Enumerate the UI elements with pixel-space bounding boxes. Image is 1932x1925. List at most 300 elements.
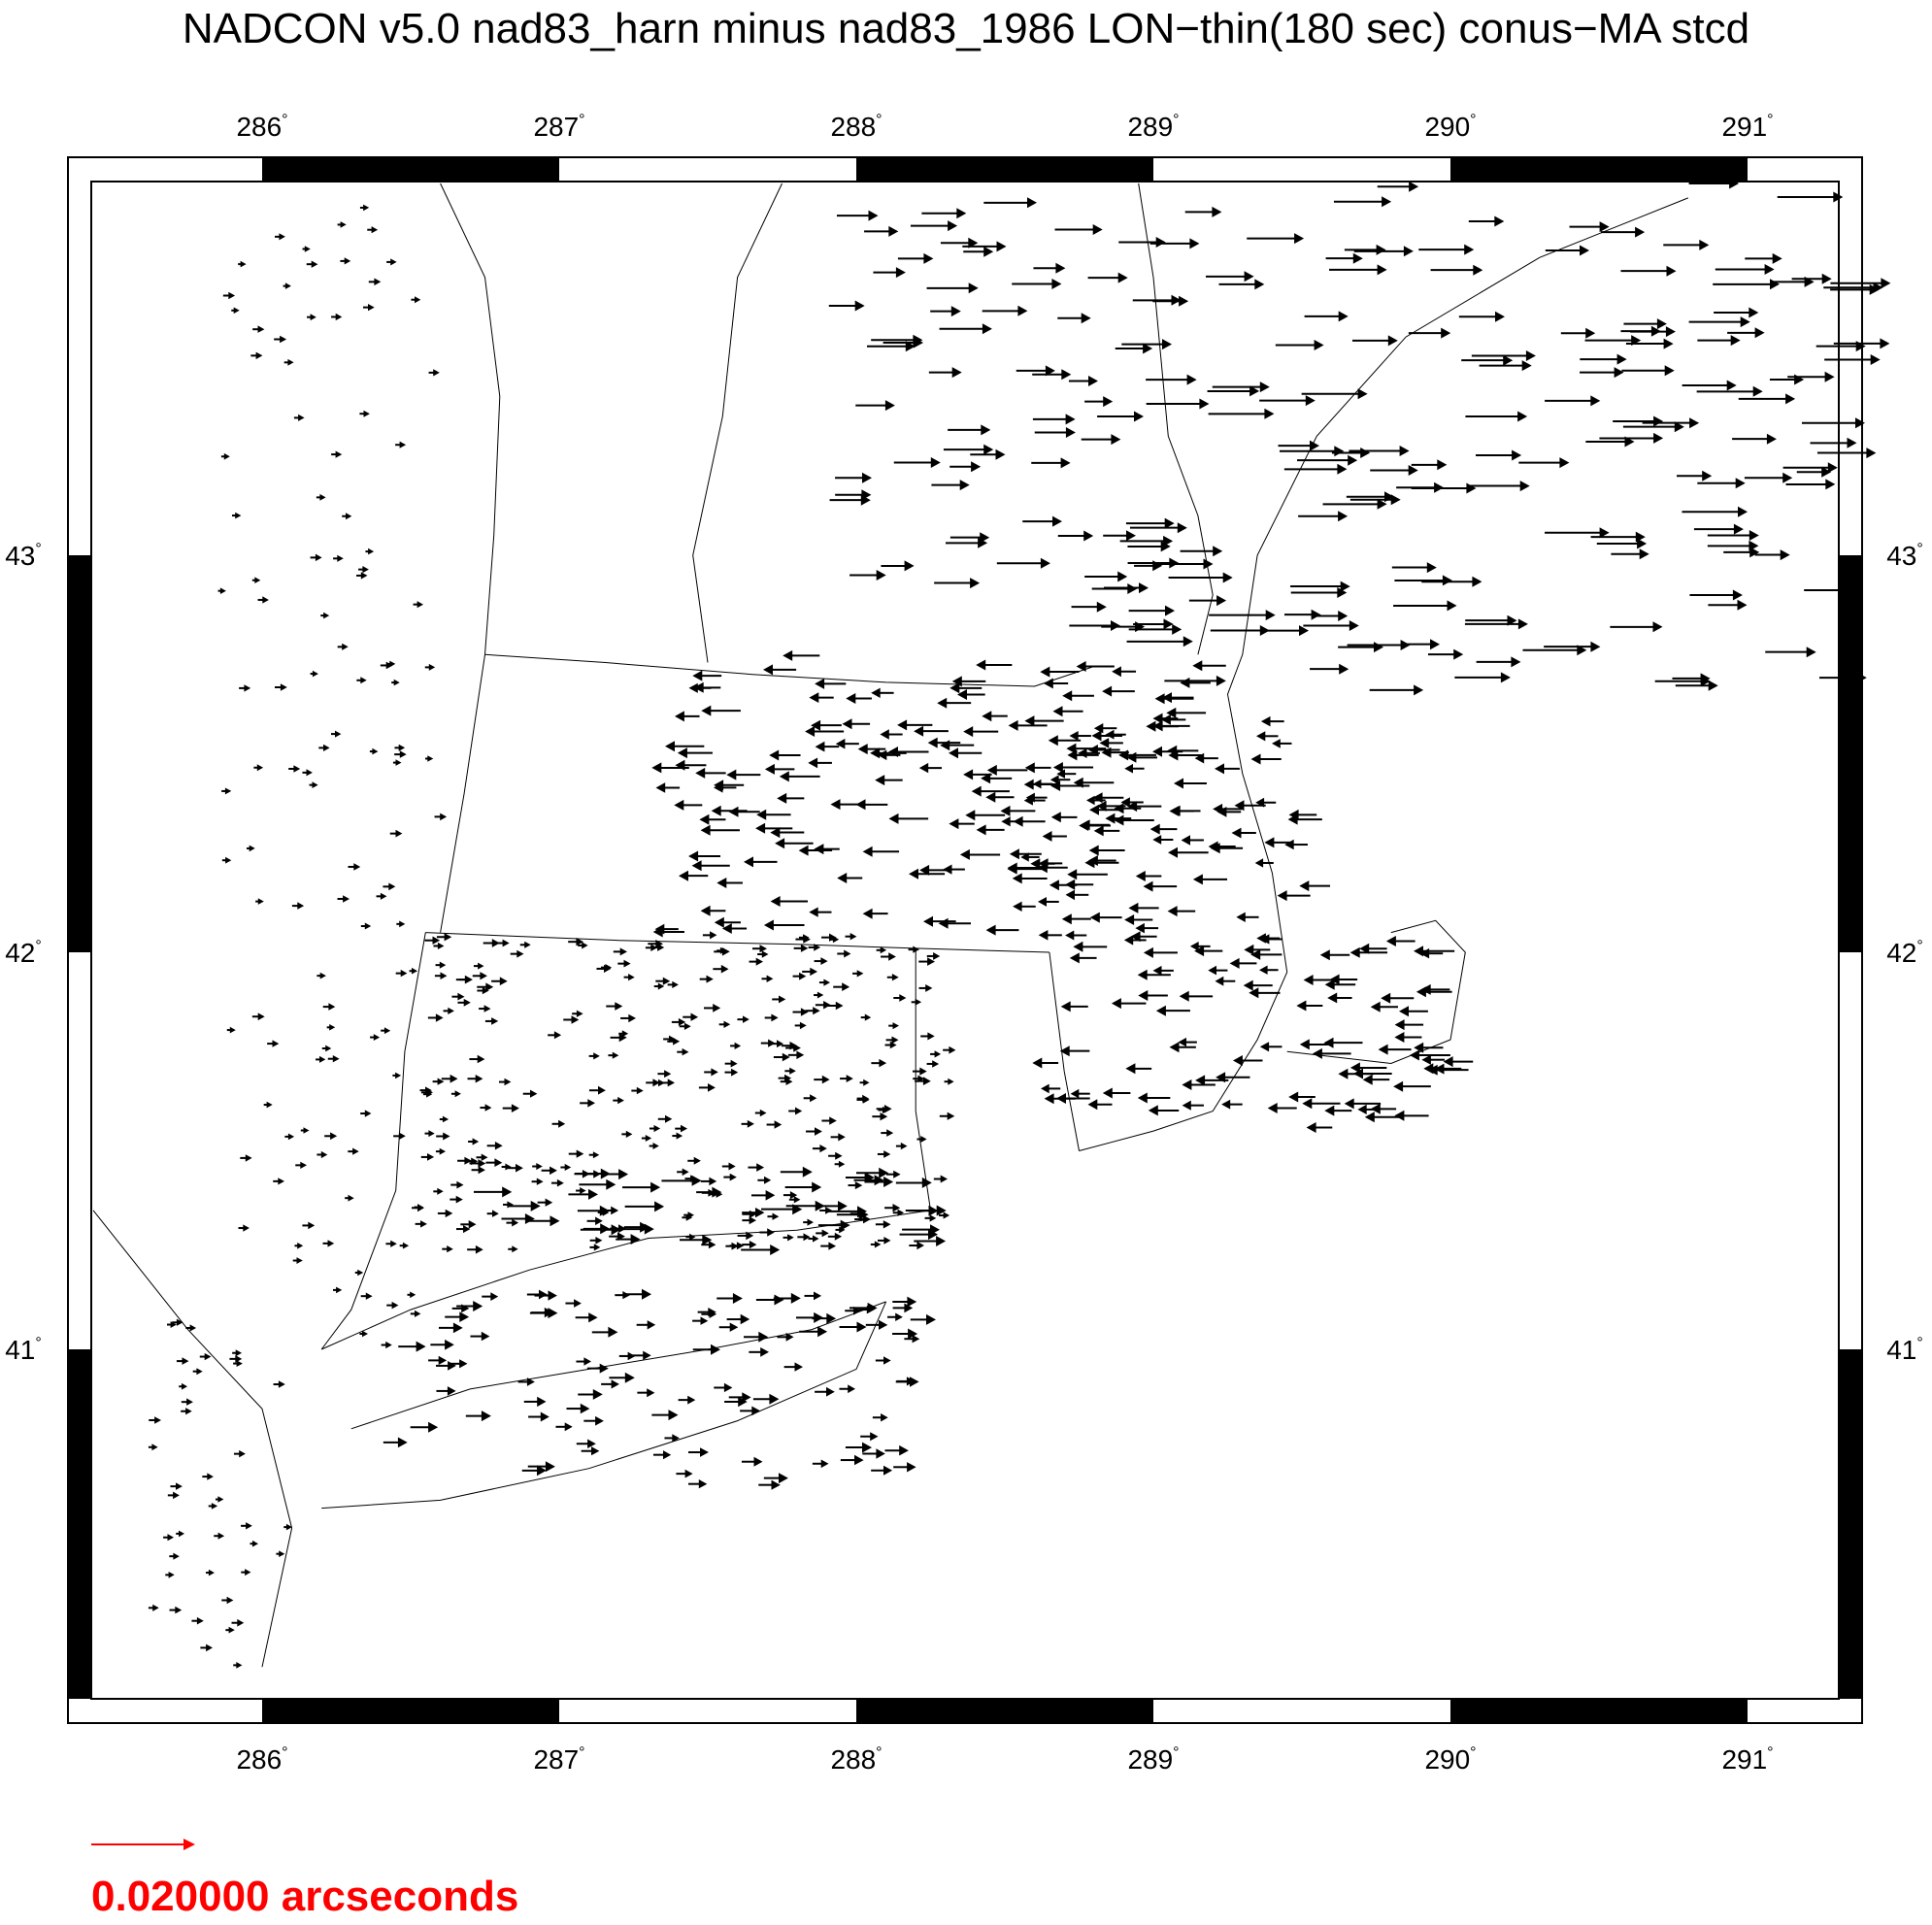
shift-vector (427, 1153, 434, 1161)
shift-vector (333, 1055, 340, 1062)
shift-vector (1349, 620, 1359, 631)
shift-vector (364, 411, 370, 417)
shift-vector (588, 1189, 598, 1200)
shift-vector (1152, 560, 1162, 571)
shift-vector (1189, 238, 1199, 249)
shift-vector (1312, 610, 1321, 620)
shift-vector (1094, 825, 1104, 836)
shift-vector (267, 1102, 273, 1109)
shift-vector (939, 918, 949, 929)
shift-vector (701, 906, 711, 916)
shift-vector (654, 1125, 661, 1132)
shift-vector (823, 979, 830, 986)
shift-vector (650, 1182, 660, 1193)
shift-vector (930, 1214, 937, 1221)
shift-vector (762, 950, 769, 957)
shift-vector (1261, 716, 1271, 727)
lon-tick-label-bottom: 287° (533, 1744, 585, 1775)
shift-vector (923, 1077, 931, 1085)
shift-vector (916, 1242, 924, 1249)
shift-vector (744, 856, 753, 867)
shift-vector (713, 1004, 720, 1012)
shift-vector (773, 1213, 780, 1220)
shift-vector (844, 950, 850, 958)
shift-vector (983, 247, 993, 257)
shift-vector (1179, 296, 1188, 307)
shift-vector (1294, 233, 1304, 244)
shift-vector (1255, 858, 1263, 867)
shift-vector (764, 1177, 771, 1184)
shift-vector (1738, 600, 1748, 611)
shift-vector (709, 1178, 716, 1186)
shift-vector (1162, 339, 1172, 349)
shift-vector (777, 793, 786, 804)
shift-vector (349, 1195, 354, 1202)
shift-vector (1404, 246, 1414, 256)
lon-tick-label-top: 286° (236, 112, 288, 142)
shift-vector (319, 494, 325, 501)
shift-vector (1401, 640, 1411, 650)
shift-vector (173, 1553, 179, 1560)
shift-vector (941, 1176, 948, 1183)
shift-vector (243, 1224, 250, 1231)
shift-vector (459, 1311, 469, 1322)
shift-vector (1062, 690, 1072, 701)
shift-vector (565, 1164, 572, 1171)
shift-vector (1187, 375, 1197, 385)
shift-vector (1388, 335, 1398, 346)
shift-vector (1082, 313, 1091, 323)
shift-vector (665, 741, 675, 751)
shift-vector (300, 1162, 307, 1169)
shift-vector (940, 740, 949, 750)
shift-vector (1414, 684, 1423, 695)
shift-vector (760, 1347, 769, 1357)
shift-vector (530, 1090, 537, 1098)
shift-vector (1825, 372, 1835, 382)
shift-vector (1264, 409, 1274, 419)
shift-vector (464, 999, 471, 1007)
shift-vector (1103, 396, 1113, 407)
shift-vector (808, 758, 817, 769)
shift-vector (1421, 1055, 1431, 1065)
shift-vector (1230, 958, 1240, 969)
shift-vector (1049, 735, 1058, 746)
shift-vector (1050, 775, 1059, 784)
shift-vector (808, 1219, 815, 1226)
shift-vector (1338, 511, 1348, 521)
shift-vector (926, 1314, 936, 1325)
shift-vector (771, 1014, 778, 1022)
shift-vector (1288, 1092, 1298, 1103)
shift-vector (977, 824, 986, 835)
shift-vector (1353, 253, 1363, 264)
shift-vector (1245, 271, 1254, 282)
shift-vector (1749, 308, 1758, 318)
shift-vector (207, 1473, 214, 1479)
shift-vector (1494, 216, 1504, 227)
shift-vector (881, 1413, 888, 1422)
shift-vector (595, 1416, 604, 1426)
shift-vector (341, 221, 347, 228)
shift-vector (436, 1013, 444, 1022)
shift-vector (869, 211, 879, 221)
shift-vector (1414, 946, 1423, 956)
shift-vector (794, 1196, 801, 1203)
shift-vector (783, 650, 792, 661)
shift-vector (505, 1164, 511, 1171)
shift-vector (699, 814, 709, 825)
shift-vector (965, 810, 975, 820)
shift-vector (688, 851, 698, 862)
shift-vector (791, 1293, 801, 1304)
shift-vector (206, 1644, 213, 1652)
shift-vector (709, 1241, 716, 1248)
shift-vector (1664, 339, 1674, 349)
shift-vector (963, 769, 973, 780)
shift-vector (1039, 930, 1049, 941)
shift-vector (1033, 780, 1042, 789)
shift-vector (1233, 1055, 1243, 1066)
shift-vector (879, 1168, 888, 1178)
shift-vector (905, 560, 915, 571)
shift-vector (410, 1292, 416, 1299)
shift-vector (997, 241, 1007, 251)
shift-vector (1216, 977, 1224, 986)
shift-vector (316, 554, 322, 562)
shift-vector (453, 1323, 463, 1334)
shift-vector (1637, 539, 1647, 549)
shift-vector (1260, 382, 1270, 392)
shift-vector (812, 1182, 821, 1193)
shift-vector (574, 1299, 582, 1308)
shift-vector (587, 1099, 595, 1108)
shift-vector (694, 1157, 701, 1165)
shift-vector (855, 301, 865, 312)
shift-vector (1088, 376, 1098, 386)
shift-vector (877, 570, 886, 581)
shift-vector (1106, 730, 1115, 740)
shift-vector (1635, 227, 1645, 238)
shift-vector (1409, 182, 1418, 192)
shift-vector (755, 823, 765, 834)
shift-vector (388, 883, 395, 891)
shift-vector (1339, 311, 1349, 321)
shift-vector (1264, 837, 1274, 847)
map-frame (68, 157, 1862, 1723)
shift-vector (1357, 1105, 1366, 1114)
shift-vector (595, 1237, 602, 1245)
shift-vector (1473, 265, 1482, 276)
shift-vector (1124, 764, 1133, 774)
shift-vector (473, 1301, 483, 1311)
shift-vector (920, 1136, 926, 1143)
shift-vector (971, 461, 981, 472)
shift-vector (1013, 902, 1022, 912)
shift-vector (1559, 457, 1569, 468)
shift-vector (936, 1236, 946, 1246)
shift-vector (343, 895, 350, 903)
shift-vector (456, 1196, 463, 1204)
lon-tick-label-top: 290° (1424, 112, 1477, 142)
shift-vector (1043, 831, 1052, 842)
shift-vector (279, 1380, 285, 1388)
shift-vector (1345, 1098, 1354, 1109)
shift-vector (1111, 434, 1120, 445)
shift-vector (1061, 369, 1071, 380)
shift-vector (557, 1179, 564, 1187)
shift-vector (1017, 306, 1027, 316)
shift-vector (765, 764, 775, 775)
shift-vector (1337, 464, 1347, 475)
shift-vector (278, 1178, 284, 1184)
shift-vector (524, 942, 531, 948)
shift-vector (857, 1322, 867, 1333)
shift-vector (368, 304, 375, 311)
shift-vector (1183, 636, 1193, 647)
shift-vector (648, 1320, 656, 1329)
shift-vector (438, 943, 445, 949)
shift-vector (365, 923, 371, 930)
shift-vector (1866, 448, 1876, 458)
shift-vector (948, 1079, 953, 1085)
shift-vector (935, 1050, 942, 1057)
shift-vector (726, 770, 736, 780)
shift-vector (580, 1187, 585, 1194)
shift-vector (1138, 1093, 1148, 1104)
shift-vector (581, 1404, 590, 1414)
shift-vector (328, 1003, 335, 1011)
shift-vector (909, 869, 918, 880)
shift-vector (663, 1450, 671, 1459)
lon-tick-label-bottom: 290° (1424, 1744, 1477, 1775)
shift-vector (1880, 338, 1889, 348)
shift-vector (1254, 279, 1264, 289)
shift-vector (362, 566, 369, 573)
shift-vector (427, 755, 433, 762)
shift-vector (809, 908, 817, 917)
shift-vector (494, 1158, 502, 1167)
shift-vector (1324, 1038, 1334, 1048)
shift-vector (179, 1531, 184, 1538)
shift-vector (952, 367, 962, 378)
shift-vector (403, 1243, 409, 1249)
shift-vector (507, 1201, 514, 1208)
shift-vector (1299, 880, 1309, 891)
shift-vector (1350, 947, 1360, 958)
shift-vector (1855, 417, 1865, 428)
shift-vector (885, 400, 895, 411)
shift-vector (583, 1357, 591, 1365)
shift-vector (1213, 804, 1222, 814)
shift-vector (437, 1188, 443, 1195)
shift-vector (1501, 672, 1511, 682)
shift-vector (1152, 835, 1161, 845)
shift-vector (1382, 196, 1391, 207)
shift-vector (1371, 1002, 1381, 1012)
shift-vector (482, 1411, 491, 1421)
shift-vector (1128, 903, 1138, 913)
shift-vector (600, 1223, 610, 1234)
shift-vector (879, 1059, 886, 1068)
shift-vector (819, 1145, 826, 1152)
shift-vector (218, 1533, 225, 1540)
shift-vector (733, 1293, 743, 1304)
shift-vector (754, 1457, 763, 1467)
shift-vector (883, 1177, 893, 1187)
shift-vector (237, 1619, 244, 1627)
shift-vector (729, 1163, 736, 1171)
shift-vector (298, 415, 305, 421)
shift-vector (502, 1186, 512, 1197)
shift-vector (1765, 264, 1775, 275)
shift-vector (1495, 312, 1505, 322)
shift-vector (1617, 354, 1627, 365)
shift-vector (361, 572, 368, 579)
shift-vector (1871, 354, 1881, 365)
shift-vector (457, 993, 464, 1001)
shift-vector (550, 1215, 560, 1226)
shift-vector (742, 1392, 750, 1402)
shift-vector (1785, 393, 1795, 404)
shift-vector (1518, 618, 1528, 629)
shift-vector (1653, 416, 1663, 427)
shift-vector (362, 1331, 368, 1338)
shift-vector (899, 1445, 909, 1456)
shift-vector (767, 1228, 775, 1236)
shift-vector (360, 677, 366, 683)
shift-vector (751, 1407, 760, 1416)
shift-vector (1667, 266, 1677, 277)
shift-vector (412, 968, 417, 975)
shift-vector (1118, 273, 1128, 283)
shift-vector (512, 1219, 518, 1227)
shift-vector (365, 1110, 372, 1116)
shift-vector (1045, 1093, 1054, 1104)
shift-vector (440, 962, 447, 969)
shift-vector (889, 813, 899, 824)
shift-vector (949, 747, 958, 758)
shift-vector (1041, 1084, 1049, 1094)
shift-vector (1881, 278, 1890, 288)
shift-vector (1135, 621, 1145, 632)
shift-vector (1168, 906, 1178, 916)
shift-vector (839, 1161, 845, 1168)
shift-vector (353, 863, 360, 871)
shift-vector (1066, 427, 1076, 438)
shift-vector (716, 878, 726, 888)
shift-vector (817, 992, 823, 999)
shift-vector (692, 671, 702, 681)
shift-vector (1448, 600, 1457, 611)
shift-vector (1381, 993, 1390, 1004)
shift-vector (374, 279, 381, 286)
shift-vector (297, 902, 304, 910)
shift-vector (258, 325, 265, 333)
shift-vector (816, 742, 825, 752)
shift-vector (280, 336, 286, 344)
shift-vector (312, 261, 318, 268)
shift-vector (1112, 666, 1121, 677)
shift-vector (1727, 381, 1737, 391)
shift-vector (775, 1295, 784, 1306)
shift-vector (970, 578, 980, 588)
shift-vector (769, 750, 779, 761)
shift-vector (1180, 678, 1189, 688)
shift-vector (654, 1201, 664, 1211)
shift-vector (399, 745, 405, 751)
shift-vector (1736, 478, 1746, 488)
shift-vector (572, 1015, 580, 1024)
shift-vector (456, 1181, 463, 1189)
shift-vector (883, 1356, 891, 1364)
shift-vector (593, 1389, 603, 1400)
shift-vector (400, 750, 407, 758)
shift-vector (1782, 473, 1792, 483)
shift-vector (985, 792, 995, 803)
shift-vector (281, 683, 287, 691)
shift-vector (799, 973, 806, 980)
shift-vector (1114, 815, 1123, 826)
shift-vector (492, 939, 500, 947)
shift-vector (817, 1326, 827, 1337)
shift-vector (1216, 676, 1226, 686)
shift-vector (1078, 748, 1086, 758)
shift-vector (1741, 316, 1750, 327)
shift-vector (1156, 1006, 1166, 1016)
shift-vector (448, 1008, 454, 1014)
shift-vector (1155, 693, 1165, 704)
shift-vector (505, 1079, 512, 1086)
shift-vector (297, 1243, 303, 1249)
shift-vector (554, 1031, 561, 1039)
shift-vector (948, 1112, 955, 1120)
shift-vector (892, 974, 899, 980)
shift-vector (711, 1068, 717, 1076)
shift-vector (262, 596, 269, 603)
shift-vector (485, 1104, 492, 1112)
shift-vector (735, 1043, 742, 1049)
shift-vector (692, 860, 702, 871)
shift-vector (1822, 274, 1832, 284)
shift-vector (1209, 842, 1218, 852)
shift-vector (919, 763, 928, 773)
shift-vector (227, 1597, 234, 1605)
shift-vector (415, 1311, 420, 1317)
shift-vector (883, 1237, 890, 1245)
shift-vector (880, 729, 888, 739)
shift-vector (883, 1150, 890, 1158)
shift-vector (842, 982, 849, 991)
shift-vector (664, 1070, 671, 1078)
shift-vector (888, 952, 896, 960)
shift-vector (683, 1169, 689, 1177)
shift-vector (886, 1129, 893, 1137)
shift-vector (1192, 660, 1202, 671)
shift-vector (800, 1022, 807, 1030)
shift-vector (856, 799, 866, 810)
shift-vector (612, 1379, 619, 1388)
shift-vector (541, 1412, 550, 1422)
shift-vector (1272, 739, 1281, 748)
shift-vector (731, 1069, 738, 1077)
shift-vector (336, 451, 343, 458)
shift-vector (230, 1027, 236, 1034)
shift-vector (440, 1148, 446, 1155)
shift-vector (399, 921, 405, 928)
shift-vector (672, 981, 679, 988)
shift-vector (484, 1005, 491, 1012)
